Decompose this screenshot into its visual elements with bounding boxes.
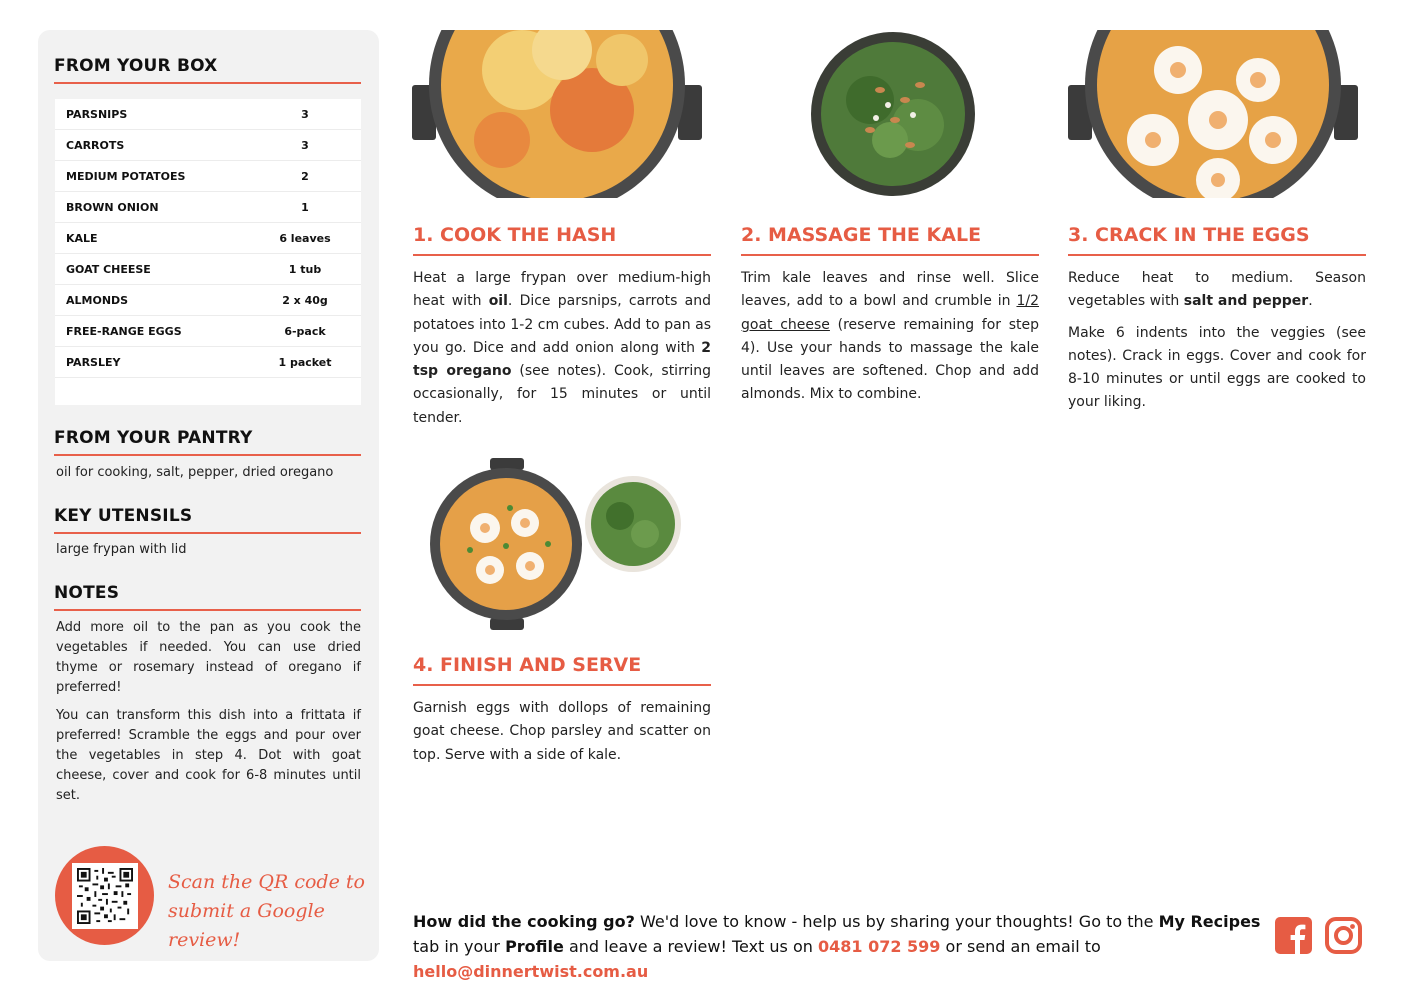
step-1-text-c: (see notes). Cook, stirring occasionally, for 15 minutes or until tender. — [413, 363, 711, 426]
footer-text-d: or send an email to — [940, 937, 1101, 956]
step-3-bold-seasoning: salt and pepper — [1183, 293, 1309, 310]
note-1: Add more oil to the pan as you cook the vegetables if needed. You can use dried thyme or rosemary instead of oregano if preferred! — [56, 620, 361, 695]
step-1-body — [413, 267, 711, 438]
finished-dish-photo — [430, 458, 682, 630]
footer-my-recipes: My Recipes — [1158, 912, 1261, 931]
ingredient-qty: 6-pack — [284, 324, 326, 338]
notes-text — [56, 618, 361, 814]
ingredient-qty: 2 x 40g — [282, 293, 328, 307]
qr-badge[interactable] — [55, 846, 154, 945]
step-2-text-a: Trim kale leaves and rinse well. Slice leaves, add to a bowl and crumble in — [741, 270, 1039, 310]
facebook-icon[interactable] — [1275, 917, 1312, 954]
step-3-body — [1068, 267, 1366, 423]
ingredient-name: MEDIUM POTATOES — [66, 169, 186, 183]
ingredient-name: GOAT CHEESE — [66, 262, 151, 276]
step-4-body — [413, 697, 711, 775]
notes-heading: NOTES — [54, 583, 361, 611]
ingredient-row — [55, 316, 361, 347]
ingredient-name: PARSNIPS — [66, 107, 128, 121]
footer-question: How did the cooking go? — [413, 912, 635, 931]
step-1-bold-oregano: 2 tsp oregano — [413, 339, 711, 380]
ingredients-panel — [38, 30, 379, 961]
step-2-body — [741, 267, 1039, 415]
step-3-text-a: Reduce heat to medium. Season vegetables with — [1068, 270, 1366, 310]
step-1-bold-oil: oil — [488, 293, 508, 310]
ingredients-table — [55, 99, 361, 405]
instagram-icon[interactable] — [1325, 917, 1362, 954]
footer-text-a: We'd love to know - help us by sharing your thoughts! Go to the — [634, 912, 1159, 931]
utensils-heading: KEY UTENSILS — [54, 506, 361, 534]
note-2: You can transform this dish into a frittata if preferred! Scramble the eggs and pour over the vegetables in step 4. Dot with goat cheese, cover and cook for 6-8 minutes until set. — [56, 708, 361, 803]
ingredient-row — [55, 285, 361, 316]
step-2-text-b: (reserve remaining for step 4). Use your hands to massage the kale until leaves are softened. Chop and add almonds. Mix to combine. — [741, 316, 1039, 403]
ingredient-qty: 1 — [301, 200, 309, 214]
ingredient-qty: 6 leaves — [279, 231, 331, 245]
ingredient-row — [55, 161, 361, 192]
step-2-goat-cheese: 1/2 goat cheese — [741, 293, 1039, 333]
ingredient-row — [55, 254, 361, 285]
step-3-text-b: . — [1308, 293, 1313, 310]
qr-message-line-2: submit a Google review! — [168, 900, 325, 951]
step-1-text-a: Heat a large frypan over medium-high heat with — [413, 270, 711, 310]
ingredient-row — [55, 223, 361, 254]
ingredient-name: FREE-RANGE EGGS — [66, 324, 182, 338]
qr-code[interactable] — [72, 863, 138, 929]
step-3-text-c: Make 6 indents into the veggies (see notes). Crack in eggs. Cover and cook for 8-10 minutes or until eggs are cooked to your liking. — [1068, 324, 1366, 411]
ingredient-row — [55, 347, 361, 378]
step-4-title: 4. FINISH AND SERVE — [413, 654, 711, 686]
ingredient-qty: 1 tub — [288, 262, 322, 276]
ingredient-row — [55, 99, 361, 130]
ingredient-row — [55, 130, 361, 161]
ingredient-name: ALMONDS — [66, 293, 129, 307]
step-4-text: Garnish eggs with dollops of remaining goat cheese. Chop parsley and scatter on top. Serve with a side of kale. — [413, 700, 711, 763]
footer-profile: Profile — [505, 937, 564, 956]
pantry-heading: FROM YOUR PANTRY — [54, 428, 361, 456]
ingredient-name: CARROTS — [66, 138, 125, 152]
pantry-text: oil for cooking, salt, pepper, dried oregano — [56, 465, 334, 480]
utensils-text: large frypan with lid — [56, 542, 187, 557]
kale-bowl-photo — [810, 30, 976, 198]
ingredient-row — [55, 192, 361, 223]
qr-message — [168, 868, 379, 955]
feedback-footer — [413, 909, 1263, 984]
footer-text-b: tab in your — [413, 937, 506, 956]
footer-phone-link[interactable]: 0481 072 599 — [817, 937, 941, 956]
footer-email-link[interactable]: hello@dinnertwist.com.au — [413, 962, 649, 981]
ingredient-qty: 3 — [301, 138, 309, 152]
ingredient-name: KALE — [66, 231, 98, 245]
ingredient-qty: 2 — [301, 169, 309, 183]
footer-text-c: and leave a review! Text us on — [563, 937, 818, 956]
ingredient-name: BROWN ONION — [66, 200, 159, 214]
step-1-text-b: . Dice parsnips, carrots and potatoes into 1-2 cm cubes. Add to pan as you go. Dice and add onion along with — [413, 293, 711, 356]
ingredient-name: PARSLEY — [66, 355, 121, 369]
box-heading: FROM YOUR BOX — [54, 56, 361, 84]
qr-code-graphic — [77, 868, 133, 924]
ingredient-qty: 1 packet — [278, 355, 332, 369]
qr-message-line-1: Scan the QR code to — [168, 871, 365, 893]
ingredient-qty: 3 — [301, 107, 309, 121]
cook-hash-photo — [412, 30, 702, 198]
step-2-title: 2. MASSAGE THE KALE — [741, 224, 1039, 256]
eggs-pan-photo — [1068, 30, 1358, 198]
step-3-title: 3. CRACK IN THE EGGS — [1068, 224, 1366, 256]
step-1-title: 1. COOK THE HASH — [413, 224, 711, 256]
